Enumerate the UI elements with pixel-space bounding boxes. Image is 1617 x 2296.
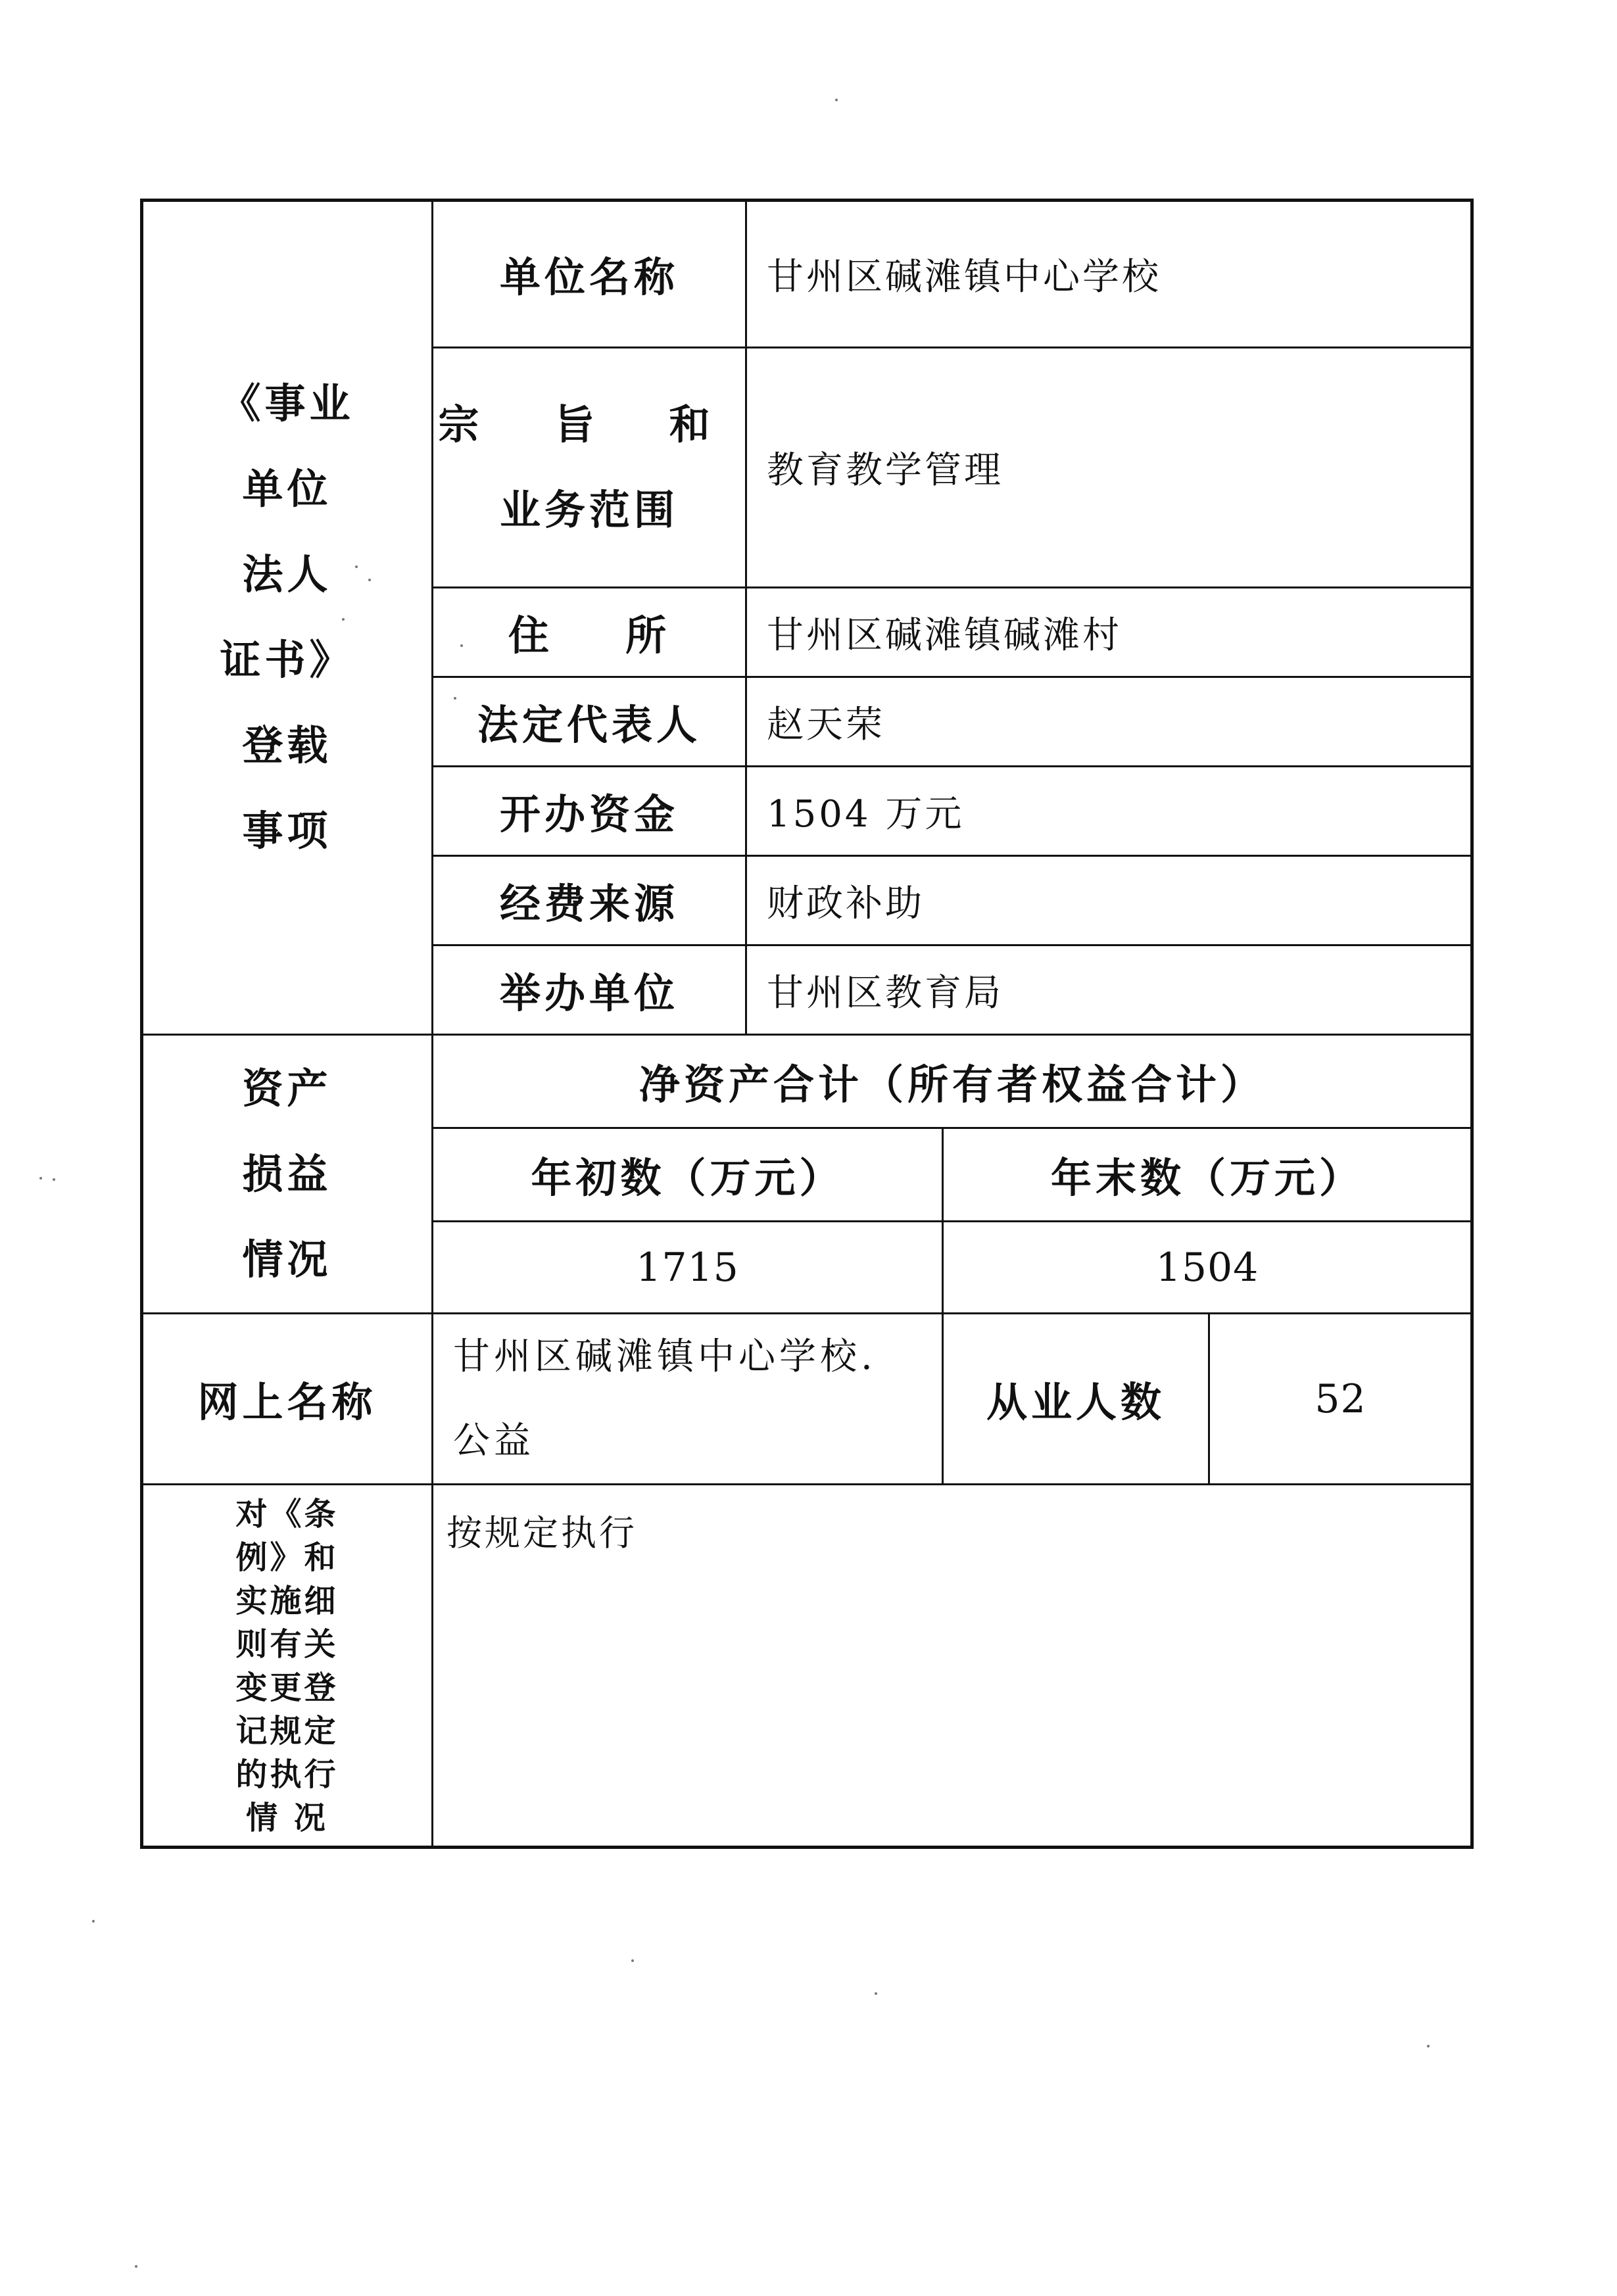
compliance-label-line: 例》和 [235,1539,339,1576]
online-name-label: 网上名称 [197,1378,377,1426]
online-name-value [433,1314,942,1483]
net-assets-header: 净资产合计（所有者权益合计） [639,1061,1265,1109]
purpose-scope-label [433,348,745,586]
scope-label-line: 业务范围 [499,486,679,534]
section-line-text: 情况 [242,1235,332,1283]
staff-count-value: 52 [1315,1375,1366,1422]
legal-representative-value: 赵天荣 [767,703,885,746]
compliance-label-line: 则有关 [235,1625,339,1663]
compliance-label-line: 变更登 [235,1669,339,1706]
section-line-text: 证书》 [220,636,354,684]
section-line-text: 法人 [242,550,332,598]
section-line-text: 《事业 [220,379,354,427]
begin-year-value: 1715 [636,1244,739,1291]
address-label: 住 所 [508,611,671,659]
section-line-text: 单位 [242,465,332,513]
compliance-label-line: 记规定 [235,1712,339,1750]
end-year-value: 1504 [1155,1244,1259,1291]
sponsor-unit-value: 甘州区教育局 [767,971,1003,1015]
online-name-line: 公益 [453,1419,535,1462]
unit-name-label: 单位名称 [499,253,679,301]
compliance-label-line: 情 况 [246,1799,328,1836]
section-line-text: 资产 [242,1064,332,1112]
staff-count-label: 从业人数 [986,1378,1165,1426]
online-name-line: 甘州区碱滩镇中心学校. [453,1335,877,1378]
begin-year-label: 年初数（万元） [531,1154,844,1202]
legal-representative-label: 法定代表人 [477,701,701,749]
initial-capital-label: 开办资金 [499,790,679,838]
compliance-label [143,1485,431,1846]
assets-section-label [143,1036,431,1312]
compliance-label-line: 对《条 [235,1495,339,1533]
address-value: 甘州区碱滩镇碱滩村 [767,613,1122,657]
funding-source-label: 经费来源 [499,880,679,928]
section-line-text: 事项 [242,807,332,855]
end-year-label: 年末数（万元） [1050,1154,1364,1202]
purpose-label-line: 宗 旨 和 [438,400,740,448]
section-line-text: 登载 [242,721,332,769]
compliance-label-line: 实施细 [235,1582,339,1619]
section-line-text: 损益 [242,1149,332,1198]
unit-name-value: 甘州区碱滩镇中心学校 [767,255,1161,299]
purpose-scope-value: 教育教学管理 [767,449,1003,492]
registration-section-label [143,201,431,1034]
sponsor-unit-label: 举办单位 [499,969,679,1017]
compliance-value: 按规定执行 [446,1512,637,1554]
compliance-label-line: 的执行 [235,1756,339,1793]
initial-capital-value: 1504 万元 [767,792,965,836]
funding-source-value: 财政补助 [767,882,925,925]
